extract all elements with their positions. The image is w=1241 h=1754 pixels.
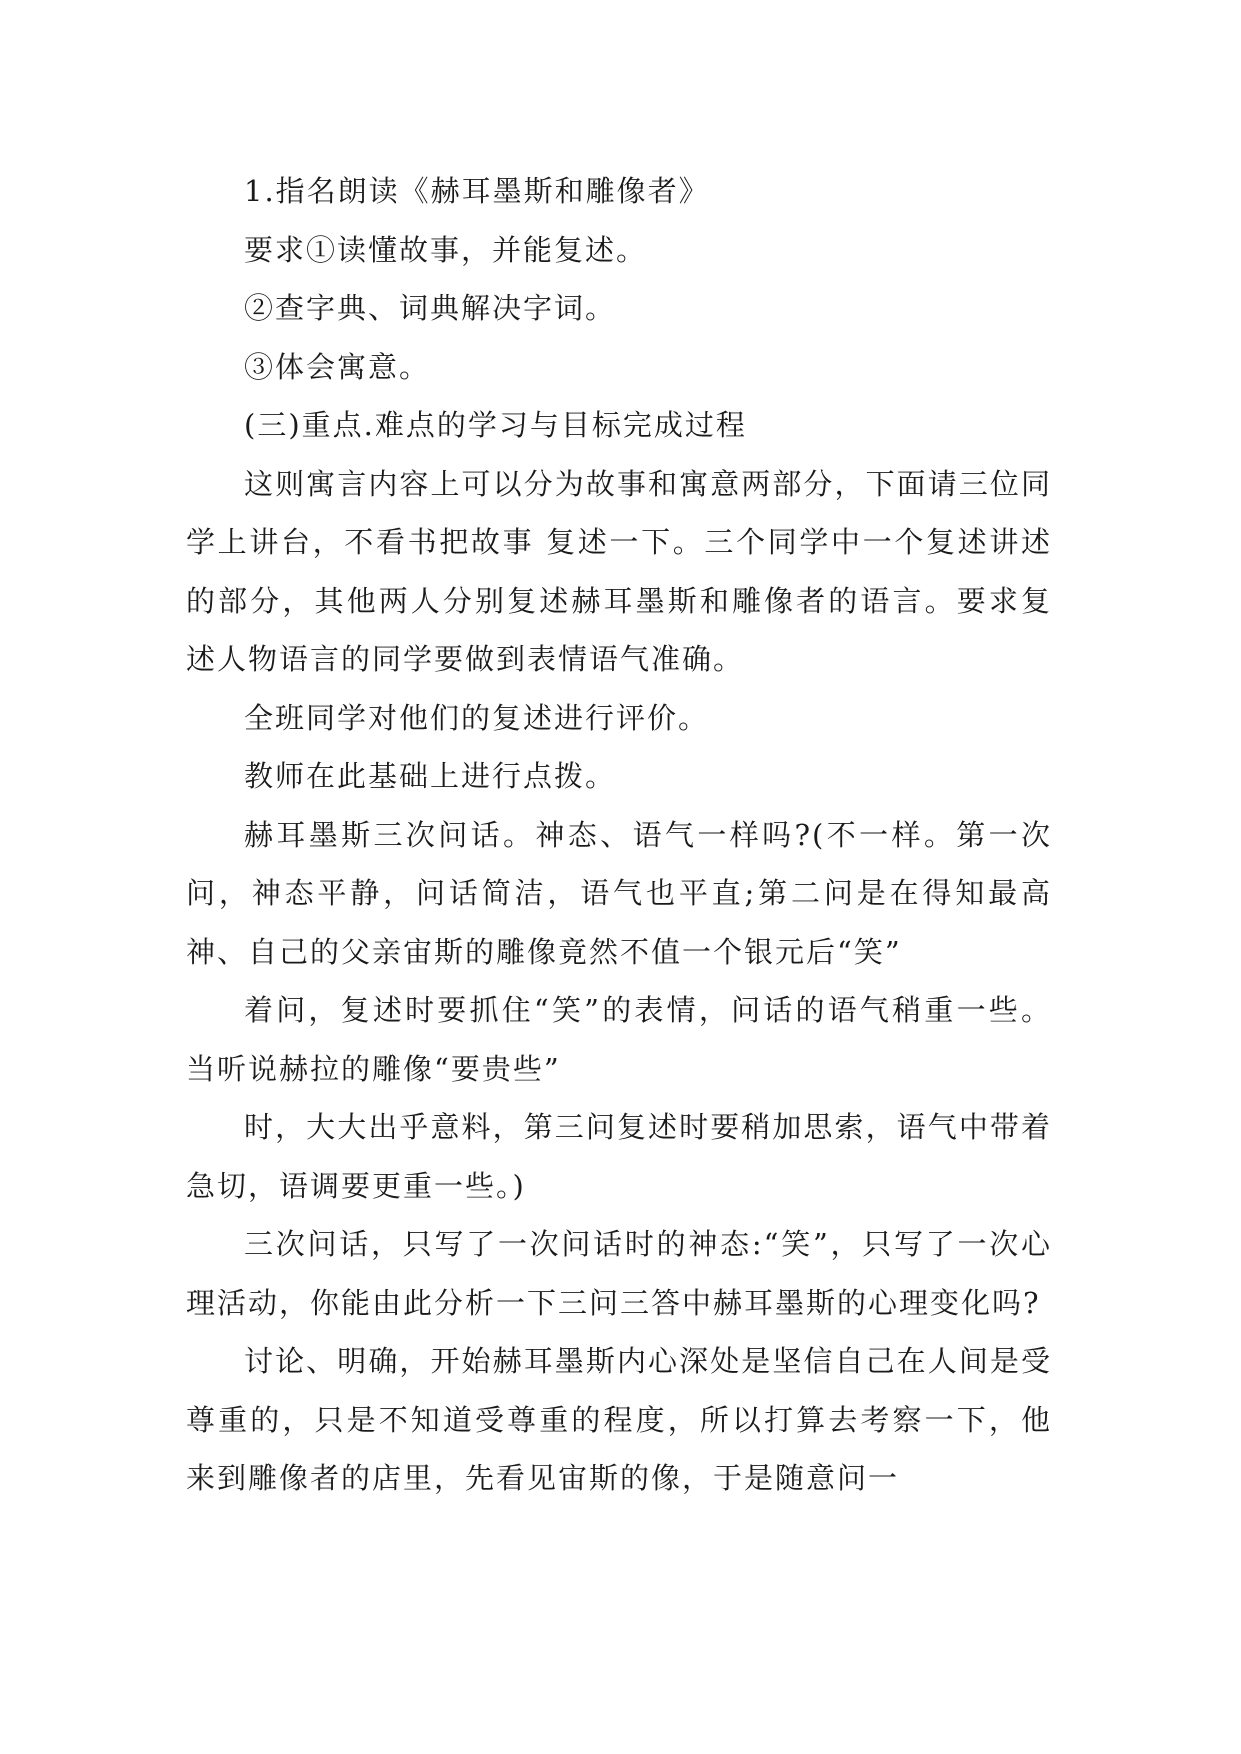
body-paragraph: 讨论、明确，开始赫耳墨斯内心深处是坚信自己在人间是受尊重的，只是不知道受尊重的程度，所以打算去考察一下，他来到雕像者的店里，先看见宙斯的像，于是随意问一 [186,1344,1052,1495]
body-paragraph: 教师在此基础上进行点拨。 [244,759,617,793]
body-paragraph: 全班同学对他们的复述进行评价。 [244,700,710,735]
document-body [186,162,1052,1508]
reading-task-heading: 1.指名朗读《赫耳墨斯和雕像者》 [244,174,710,208]
requirement-2: ②查字典、词典解决字词。 [244,291,617,325]
requirement-1: 要求①读懂故事，并能复述。 [244,232,648,267]
body-paragraph: 赫耳墨斯三次问话。神态、语气一样吗?(不一样。第一次问，神态平静，问话简洁，语气也平直;第二问是在得知最高神、自己的父亲宙斯的雕像竟然不值一个银元后“笑” [186,817,1052,969]
body-paragraph: 时，大大出乎意料，第三问复述时要稍加思索，语气中带着急切，语调要更重一些。) [186,1110,1052,1203]
body-paragraph: 这则寓言内容上可以分为故事和寓意两部分，下面请三位同学上讲台，不看书把故事 复述一下。三个同学中一个复述讲述的部分，其他两人分别复述赫耳墨斯和雕像者的语言。要求复述人物语言的同学要做到表情语气准确。 [186,466,1052,676]
requirement-3: ③体会寓意。 [244,349,431,384]
section-heading: (三)重点.难点的学习与目标完成过程 [244,408,747,442]
body-paragraph: 三次问话，只写了一次问话时的神态:“笑”，只写了一次心理活动，你能由此分析一下三问三答中赫耳墨斯的心理变化吗? [186,1227,1052,1320]
body-paragraph: 着问，复述时要抓住“笑”的表情，问话的语气稍重一些。当听说赫拉的雕像“要贵些” [186,993,1052,1086]
